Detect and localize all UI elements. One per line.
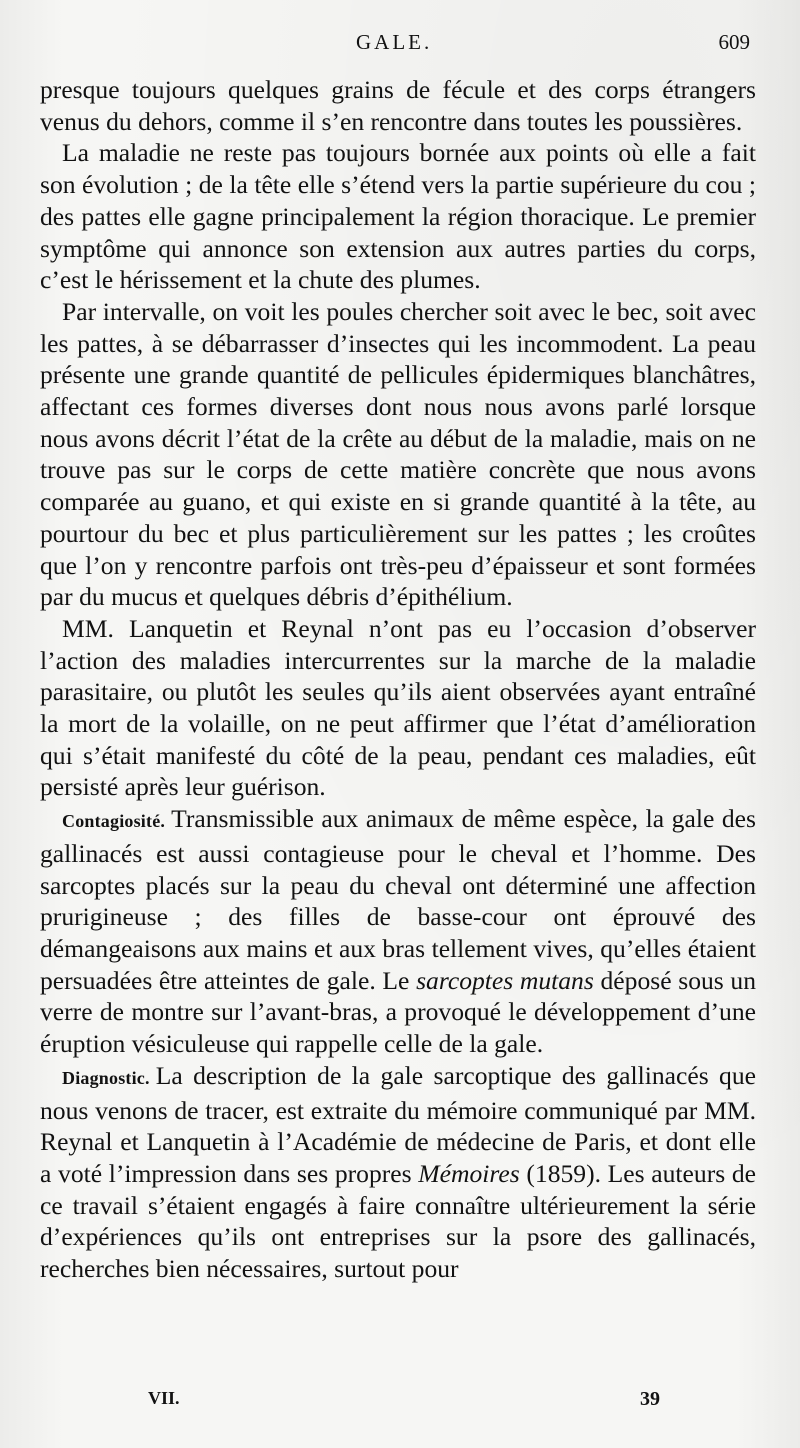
paragraph-diagnostic: [40, 1060, 756, 1285]
section-heading-diagnostic: Diagnostic.: [62, 1067, 150, 1088]
paragraph-intercurrent-diseases: MM. Lanquetin et Reynal n’ont pas eu l’occasion d’observer l’action des maladies intercurrentes sur la marche de la maladie parasitaire, ou plutôt les seules qu’ils aient observées ayant entraîné la mort de la volaille, on ne peut affirmer que l’état d’amélioration qui s’était manifesté du côté de la peau, pendant ces maladies, eût persisté après leur guérison.: [40, 613, 756, 802]
contagiosity-text-a: Transmissible aux animaux de même espèce, la gale des gallinacés est aussi contagieuse pour le cheval et l’homme. Des sarcoptes placés sur la peau du cheval ont déterminé une affection prurigineuse ; des filles de basse-cour ont éprouvé des démangeaisons aux mains et aux bras tellement vives, qu’elles étaient persuadées être atteintes de gale. Le: [40, 804, 756, 995]
publication-title: Mémoires: [418, 1158, 520, 1188]
paragraph-symptoms: Par intervalle, on voit les poules chercher soit avec le bec, soit avec les pattes, à se débarrasser d’insectes qui les incommodent. La peau présente une grande quantité de pellicules épidermiques blanchâtres, affectant ces formes diverses dont nous nous avons parlé lorsque nous avons décrit l’état de la crête au début de la maladie, mais on ne trouve pas sur le corps de cette matière concrète que nous avons comparée au guano, et qui existe en si grande quantité à la tête, au pourtour du bec et plus particulièrement sur les pattes ; les croûtes que l’on y rencontre parfois ont très-peu d’épaisseur et sont formées par du mucus et quelques débris d’épithélium.: [40, 296, 756, 612]
diagnostic-text-a: La description de la gale sarcoptique des gallinacés que nous venons de tracer, est extraite du mémoire communiqué par MM. Reynal et Lanquetin à l’Académie de médecine de Paris, et dont elle a voté l’impression dans ses propres: [40, 1060, 756, 1188]
page-number: 609: [718, 30, 750, 54]
species-name: sarcoptes mutans: [416, 965, 594, 995]
diagnostic-text-b: (1859). Les auteurs de ce travail s’étaient engagés à faire connaître ultérieurement la série d’expériences qu’ils ont entreprises sur la psore des gallinacés, recherches bien nécessaires, surtout pour: [40, 1158, 756, 1284]
sheet-number: 39: [640, 1388, 660, 1410]
running-head: GALE.: [356, 30, 433, 54]
page-footer: [0, 1388, 800, 1418]
paragraph-continuation: presque toujours quelques grains de fécule et des corps étrangers venus du dehors, comme il s’en rencontre dans toutes les poussières.: [40, 75, 756, 136]
volume-signature: VII.: [148, 1388, 180, 1408]
section-heading-contagiosity: Contagiosité.: [62, 811, 166, 832]
page-header: [0, 30, 800, 60]
body-text: [40, 74, 756, 1285]
contagiosity-text-b: déposé sous un verre de montre sur l’avant-bras, a provoqué le développement d’une éruption vésiculeuse qui rappelle celle de la gale.: [40, 965, 756, 1059]
paragraph-extension: La maladie ne reste pas toujours bornée aux points où elle a fait son évolution ; de la tête elle s’étend vers la partie supérieure du cou ; des pattes elle gagne principalement la région thoracique. Le premier symptôme qui annonce son extension aux autres parties du corps, c’est le hérissement et la chute des plumes.: [40, 138, 756, 295]
paragraph-contagiosity: [40, 803, 756, 1060]
